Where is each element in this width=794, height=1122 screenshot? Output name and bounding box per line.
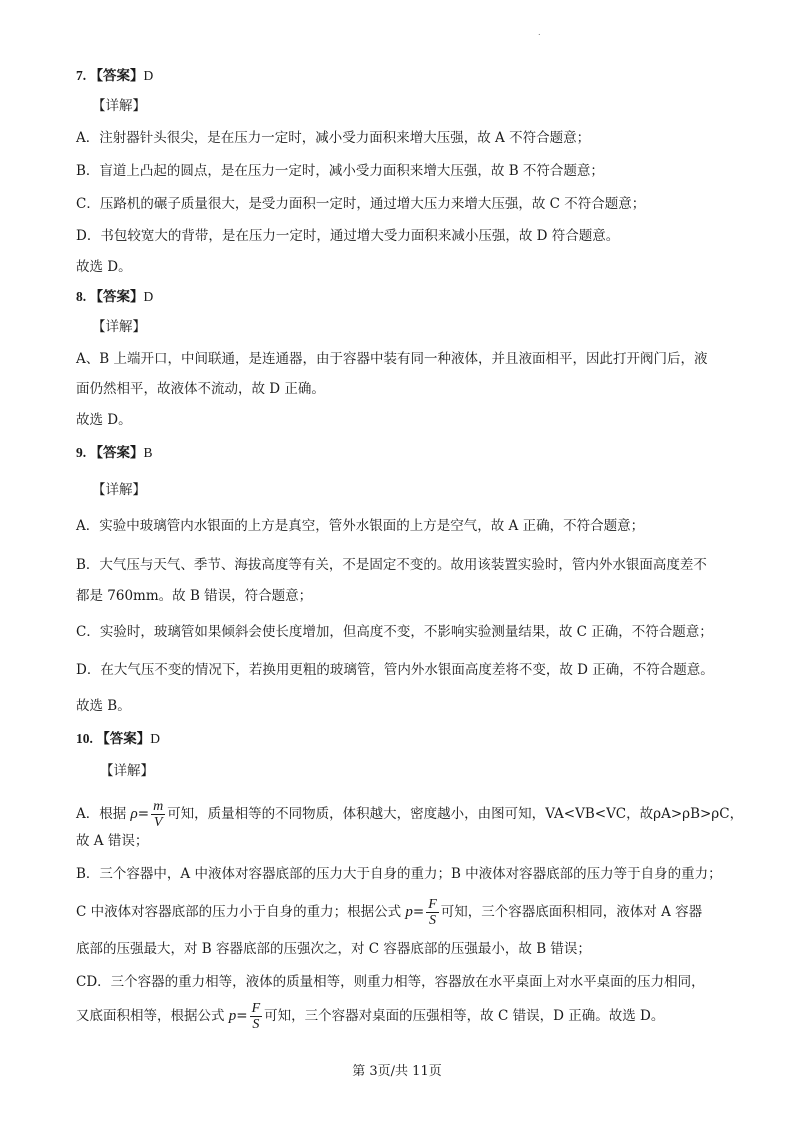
q8-detail-label: 【详解】 bbox=[92, 319, 146, 335]
q7-line-a: A．注射器针头很尖，是在压力一定时，减小受力面积来增大压强，故 A 不符合题意； bbox=[76, 130, 591, 146]
q8-number: 8. bbox=[76, 289, 87, 304]
density-fraction bbox=[151, 799, 165, 830]
q10-a-pre: A．根据 bbox=[76, 806, 127, 822]
q7-line-c: C．压路机的碾子质量很大，是受力面积一定时，通过增大压力来增大压强，故 C 不符合题意； bbox=[76, 196, 646, 212]
fraction-numerator-m: m bbox=[153, 799, 164, 814]
q8-line-2: 面仍然相平，故液体不流动，故 D 正确。 bbox=[76, 381, 325, 397]
q10-answer bbox=[76, 730, 160, 748]
q9-answer-label: 【答案】 bbox=[89, 445, 144, 460]
q9-number: 9. bbox=[76, 445, 87, 460]
q10-line-cd2 bbox=[76, 998, 664, 1034]
q7-answer-label: 【答案】 bbox=[89, 68, 144, 83]
q10-cd2-post: 可知，三个容器对桌面的压强相等，故 C 错误，D 正确。故选 D。 bbox=[264, 1008, 665, 1024]
q8-answer bbox=[76, 288, 153, 306]
q8-conclusion: 故选 D。 bbox=[76, 412, 132, 428]
q9-line-a: A．实验中玻璃管内水银面的上方是真空，管外水银面的上方是空气，故 A 正确，不符合题意； bbox=[76, 518, 645, 534]
equals-sign: = bbox=[236, 1008, 248, 1024]
q9-line-b2: 都是 760mm。故 B 错误，符合题意； bbox=[76, 588, 313, 604]
q10-line-cd1: CD．三个容器的重力相等，液体的质量相等，则重力相等，容器放在水平桌面上对水平桌面的压力相同， bbox=[76, 974, 705, 990]
q10-line-a bbox=[76, 796, 743, 832]
q10-answer-value: D bbox=[150, 731, 160, 746]
q9-conclusion: 故选 B。 bbox=[76, 698, 131, 714]
p-symbol: p bbox=[405, 904, 413, 920]
q10-cd2-pre: 又底面积相等，根据公式 bbox=[76, 1008, 225, 1024]
q10-b2-pre: C 中液体对容器底部的压力小于自身的重力；根据公式 bbox=[76, 904, 402, 920]
q9-detail-label: 【详解】 bbox=[92, 482, 146, 498]
p-symbol: p bbox=[228, 1008, 237, 1024]
q9-answer bbox=[76, 444, 153, 462]
q7-line-d: D．书包较宽大的背带，是在压力一定时，通过增大受力面积来减小压强，故 D 符合题意。 bbox=[76, 228, 620, 244]
q7-detail-label: 【详解】 bbox=[92, 98, 146, 114]
q9-line-c: C．实验时，玻璃管如果倾斜会使长度增加，但高度不变，不影响实验测量结果，故 C 正确，不符合题意； bbox=[76, 624, 713, 640]
q10-line-b2 bbox=[76, 894, 702, 930]
q7-line-b: B．盲道上凸起的圆点，是在压力一定时，减小受力面积来增大压强，故 B 不符合题意； bbox=[76, 163, 604, 179]
fraction-denominator-s: S bbox=[252, 1017, 260, 1032]
pressure-fraction bbox=[426, 897, 439, 928]
q10-detail-label: 【详解】 bbox=[100, 763, 154, 779]
equals-sign: = bbox=[412, 904, 425, 920]
pressure-fraction bbox=[250, 1001, 263, 1032]
q8-answer-value: D bbox=[143, 289, 154, 304]
q10-a-relation: VA<VB<VC，故ρA>ρB>ρC， bbox=[545, 806, 744, 822]
q10-a-end: 故 A 错误； bbox=[76, 833, 149, 849]
top-mark: . bbox=[538, 28, 541, 37]
page-footer: 第 3页/共 11页 bbox=[352, 1064, 442, 1079]
q7-answer bbox=[76, 67, 153, 85]
q8-answer-label: 【答案】 bbox=[89, 289, 144, 304]
q10-number: 10. bbox=[76, 731, 93, 746]
q10-a-mid: 可知，质量相等的不同物质，体积越大，密度越小，由图可知， bbox=[167, 806, 546, 822]
q10-line-b3: 底部的压强最大，对 B 容器底部的压强次之，对 C 容器底部的压强最小，故 B 错误； bbox=[76, 941, 591, 957]
equals-sign: = bbox=[137, 806, 150, 822]
q9-line-b1: B．大气压与天气、季节、海拔高度等有关，不是固定不变的。故用该装置实验时，管内外水银面高度差不 bbox=[76, 557, 707, 573]
q9-line-d: D．在大气压不变的情况下，若换用更粗的玻璃管，管内外水银面高度差将不变，故 D 正确，不符合题意。 bbox=[76, 662, 714, 678]
q7-conclusion: 故选 D。 bbox=[76, 259, 132, 275]
fraction-denominator-s: S bbox=[429, 913, 437, 928]
q10-answer-label: 【答案】 bbox=[96, 731, 151, 746]
q7-number: 7. bbox=[76, 68, 87, 83]
rho-symbol: ρ bbox=[130, 806, 138, 822]
fraction-denominator-v: V bbox=[153, 815, 163, 830]
q10-b2-post: 可知，三个容器底面积相同，液体对 A 容器 bbox=[440, 904, 703, 920]
q7-answer-value: D bbox=[143, 68, 154, 83]
q9-answer-value: B bbox=[143, 445, 153, 460]
q10-line-b1: B．三个容器中，A 中液体对容器底部的压力大于自身的重力；B 中液体对容器底部的压力等于自身的重力； bbox=[76, 866, 722, 882]
fraction-numerator-f: F bbox=[428, 897, 437, 912]
fraction-numerator-f: F bbox=[251, 1001, 261, 1016]
q8-line-1: A、B 上端开口，中间联通，是连通器，由于容器中装有同一种液体，并且液面相平，因此打开阀门后，液 bbox=[76, 351, 708, 367]
